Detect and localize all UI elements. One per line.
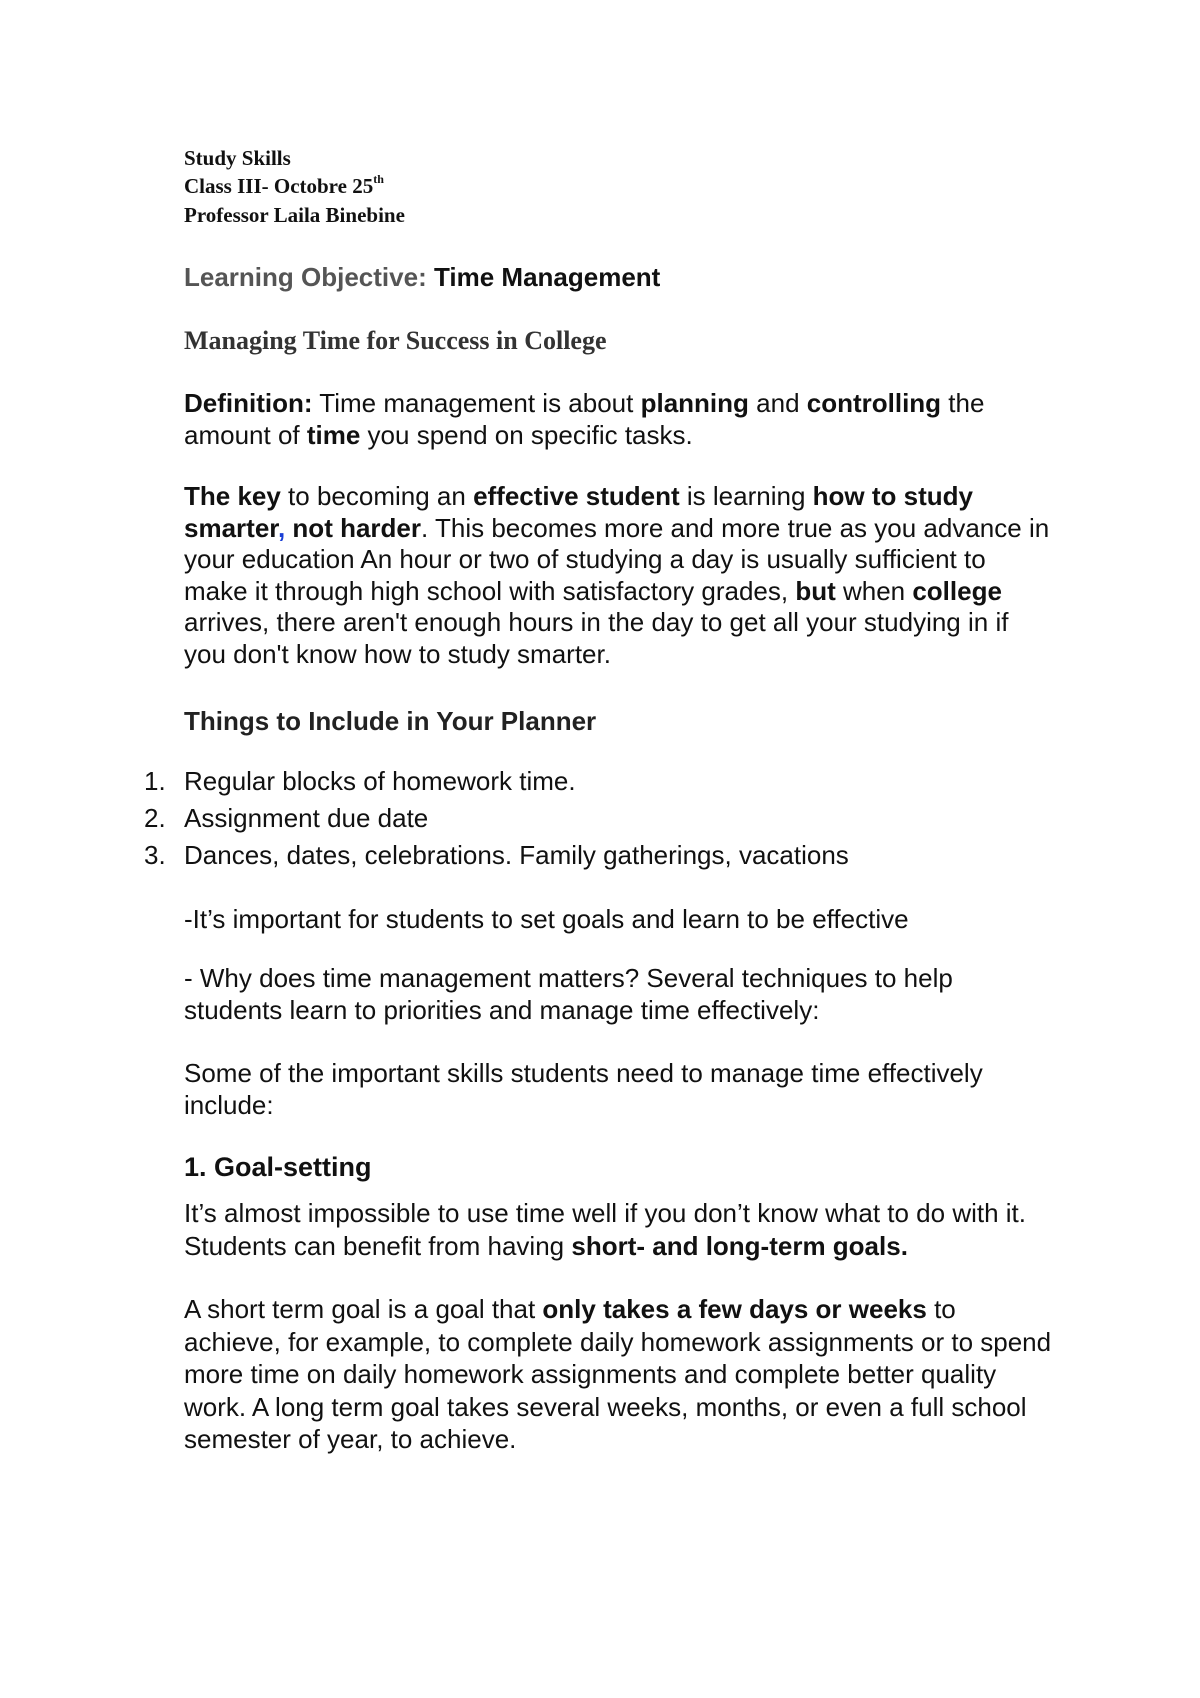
definition-bold: planning bbox=[640, 388, 749, 418]
goal-text: A short term goal is a goal that bbox=[184, 1294, 543, 1324]
goal-paragraph-2 bbox=[184, 1293, 1054, 1456]
definition-bold: time bbox=[306, 419, 361, 450]
list-item-text: Regular blocks of homework time. bbox=[184, 766, 576, 796]
definition-text: you spend on specific tasks. bbox=[360, 419, 693, 450]
goal-paragraph-1 bbox=[184, 1197, 1054, 1262]
key-text: arrives, there aren't enough hours in the day to get all your studying in if you don't know how to study smarter. bbox=[184, 607, 1009, 669]
definition-text: and bbox=[748, 388, 807, 418]
list-item-text: Dances, dates, celebrations. Family gatherings, vacations bbox=[184, 840, 849, 870]
definition-paragraph bbox=[184, 388, 1054, 451]
key-blue-comma: , bbox=[277, 512, 286, 543]
key-bold: college bbox=[912, 575, 1002, 606]
note-1: -It’s important for students to set goals and learn to be effective bbox=[184, 904, 909, 934]
list-item-number: 2. bbox=[144, 803, 166, 833]
key-bold: The key bbox=[184, 481, 281, 511]
learning-objective-label: Learning Objective: bbox=[184, 262, 427, 292]
note-2: - Why does time management matters? Several techniques to help students learn to priorities and manage time effectively: bbox=[184, 963, 953, 1025]
list-item bbox=[144, 840, 849, 871]
key-bold: how to study smarter bbox=[184, 481, 973, 543]
professor-line: Professor Laila Binebine bbox=[184, 203, 405, 227]
document-subtitle: Managing Time for Success in College bbox=[184, 326, 607, 355]
planner-heading: Things to Include in Your Planner bbox=[184, 706, 597, 736]
list-item bbox=[144, 766, 576, 797]
note-3: Some of the important skills students need to manage time effectively include: bbox=[184, 1058, 983, 1120]
key-text: to becoming an bbox=[280, 481, 474, 511]
definition-text: the amount of bbox=[184, 388, 985, 450]
key-paragraph bbox=[184, 481, 1054, 670]
list-item bbox=[144, 803, 428, 834]
course-title: Study Skills bbox=[184, 146, 291, 170]
definition-label: Definition: bbox=[184, 388, 313, 418]
definition-bold: controlling bbox=[806, 388, 942, 418]
key-text: is learning bbox=[679, 481, 813, 511]
goal-setting-heading: 1. Goal-setting bbox=[184, 1152, 372, 1182]
list-item-text: Assignment due date bbox=[184, 803, 429, 833]
class-line bbox=[184, 174, 384, 199]
goal-bold: short- and long-term goals. bbox=[571, 1230, 908, 1261]
goal-bold: only takes a few days or weeks bbox=[542, 1294, 927, 1324]
learning-objective bbox=[184, 262, 660, 293]
list-item-number: 1. bbox=[144, 766, 166, 796]
definition-text: Time management is about bbox=[312, 388, 641, 418]
goal-text: to achieve, for example, to complete daily homework assignments or to spend more time on daily homework assignments and complete better quality work. A long term goal takes several weeks, months, or even a full school semester of year, to achieve. bbox=[184, 1294, 1052, 1454]
learning-objective-value: Time Management bbox=[433, 262, 661, 292]
key-bold: not harder bbox=[285, 512, 421, 543]
goal-text: It’s almost impossible to use time well if you don’t know what to do with it. Students can benefit from having bbox=[184, 1198, 1027, 1261]
key-bold: effective student bbox=[473, 481, 680, 511]
key-text: when bbox=[835, 575, 913, 606]
class-line-suffix: th bbox=[373, 172, 384, 186]
key-text: . This becomes more and more true as you advance in your education An hour or two of studying a day is usually sufficient to make it through high school with satisfactory grades, bbox=[184, 512, 1050, 606]
key-bold: but bbox=[795, 575, 836, 606]
class-line-text: Class III- Octobre 25 bbox=[184, 174, 374, 198]
list-item-number: 3. bbox=[144, 840, 166, 870]
